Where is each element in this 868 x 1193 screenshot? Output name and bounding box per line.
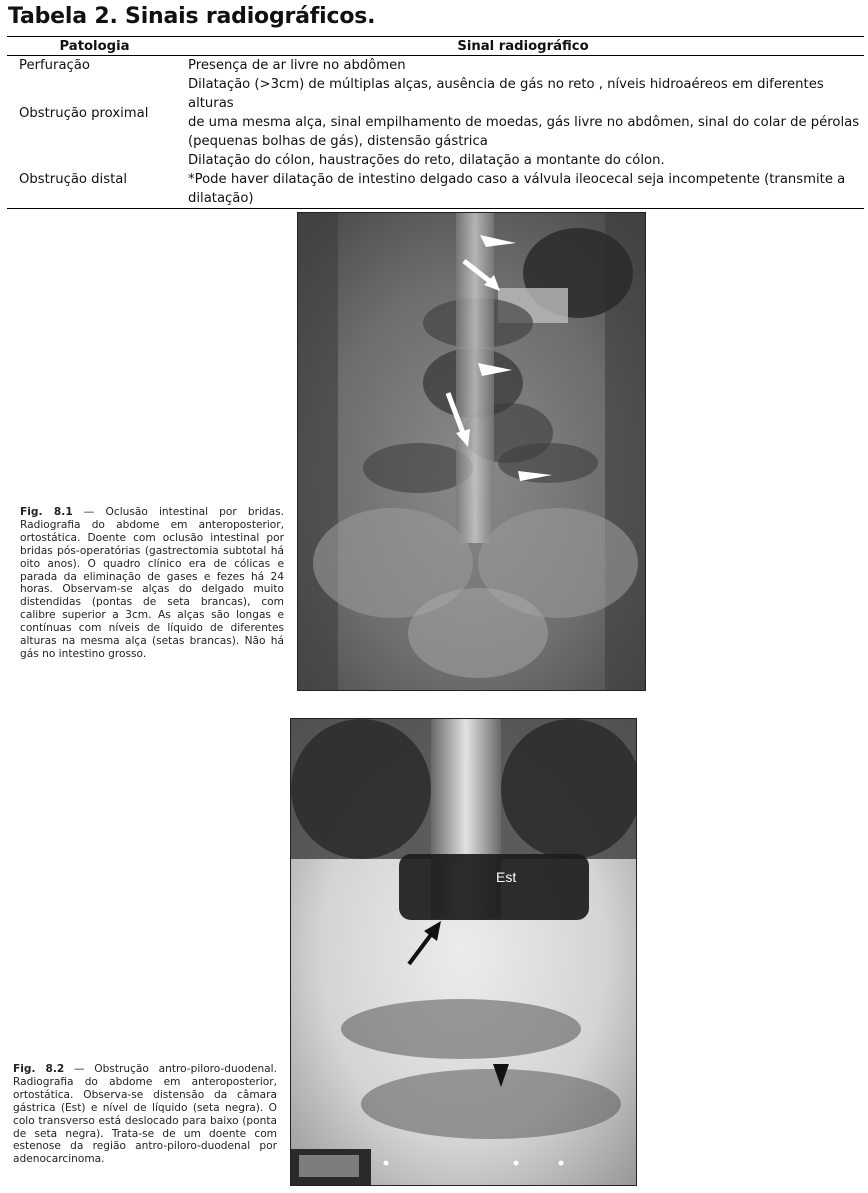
figure-caption-8-2 — [13, 1063, 277, 1166]
caption-text: — Oclusão intestinal por bridas. Radiografia do abdome em anteroposterior, ortostática. Doente com oclusão intestinal por bridas pós-operatórias (gastrectomia subtotal há oito anos). O quadro clínico era de cólicas e parada da eliminação de gases e fezes há 24 horas. Observam-se alças do delgado muito distendidas (pontas de seta brancas), com calibre superior a 3cm. As alças são longas e contínuas com níveis de líquido de diferentes alturas na mesma alça (setas brancas). Não há gás no intestino grosso. — [20, 506, 284, 660]
radiographic-signs-table — [7, 36, 864, 209]
sinal-line: de uma mesma alça, sinal empilhamento de moedas, gás livre no abdômen, sinal do colar de pérolas — [188, 115, 860, 130]
figure-label: Fig. 8.2 — [13, 1063, 65, 1075]
patologia-cell: Obstrução proximal — [19, 105, 149, 121]
sinal-line: (pequenas bolhas de gás), distensão gástrica — [188, 134, 488, 149]
sinal-line: *Pode haver dilatação de intestino delgado caso a válvula ileocecal seja incompetente (transmite a — [188, 172, 846, 187]
figure-label: Fig. 8.1 — [20, 506, 73, 518]
xray-image-fig-8-1 — [297, 212, 646, 691]
patologia-cell: Perfuração — [19, 58, 90, 73]
sinal-cell — [182, 56, 864, 76]
sinal-line: Dilatação do cólon, haustrações do reto, dilatação a montante do cólon. — [188, 153, 665, 168]
sinal-line: Dilatação (>3cm) de múltiplas alças, ausência de gás no reto , níveis hidroaéreos em diferentes alturas — [188, 77, 824, 111]
table-header-row — [7, 37, 864, 56]
header-sinal: Sinal radiográfico — [182, 37, 864, 56]
patologia-cell: Obstrução distal — [7, 151, 182, 209]
table-row — [7, 151, 864, 209]
stomach-label: Est — [496, 869, 517, 885]
sinal-line: dilatação) — [188, 191, 254, 206]
sinal-line: Presença de ar livre no abdômen — [188, 58, 406, 73]
header-patologia: Patologia — [7, 37, 182, 56]
caption-text: — Obstrução antro-piloro-duodenal. Radiografia do abdome em anteroposterior, ortostática. Observa-se distensão da câmara gástrica (Est) e nível de líquido (seta negra). O colo transverso está deslocado para baixo (ponta de seta negra). Trata-se de um doente com estenose da região antro-piloro-duodenal por adenocarcinoma. — [13, 1063, 277, 1166]
figure-caption-8-1 — [20, 506, 284, 661]
table-row — [7, 56, 864, 76]
xray-image-fig-8-2 — [290, 718, 637, 1186]
table-title: Tabela 2. Sinais radiográficos. — [8, 4, 376, 29]
sinal-cell — [182, 75, 864, 151]
table-row — [7, 75, 864, 151]
sinal-cell — [182, 151, 864, 209]
